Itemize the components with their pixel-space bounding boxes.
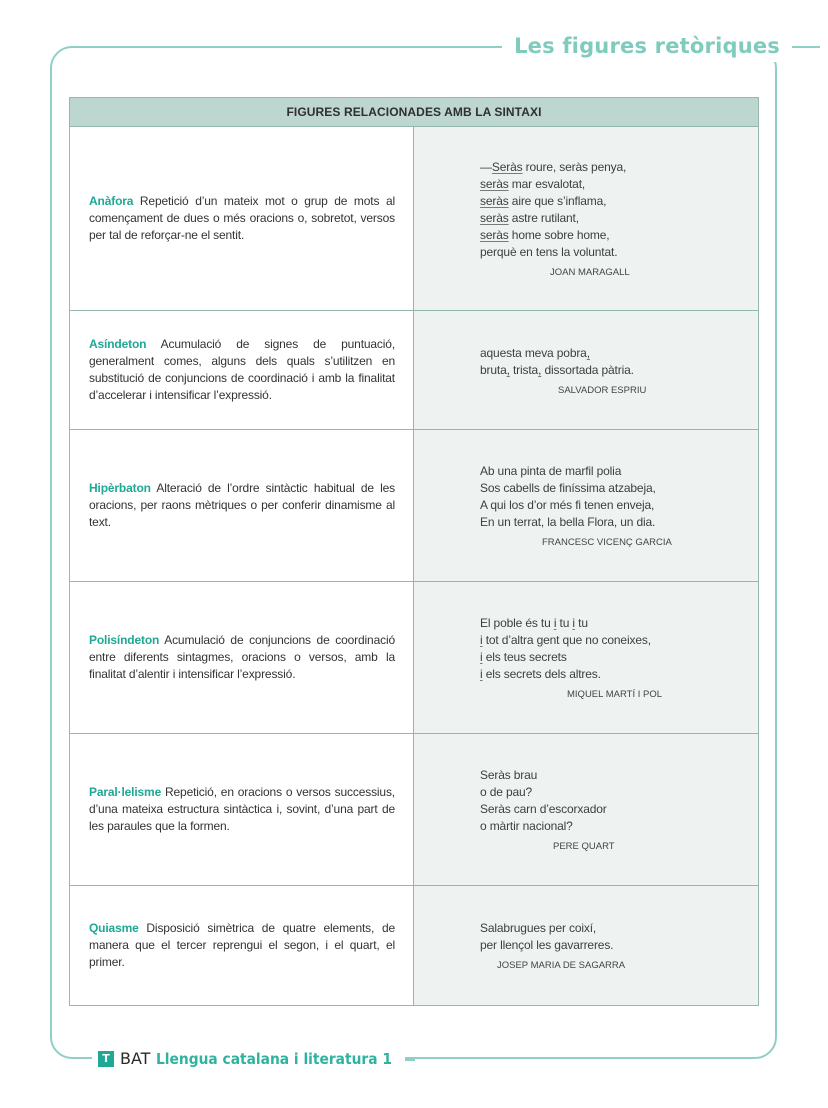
author-name: JOAN MARAGALL [550, 267, 630, 278]
verse-text: mar esvalotat, [508, 177, 586, 191]
footer-subject: Llengua catalana i literatura 1 [156, 1050, 393, 1068]
verse-line [480, 176, 758, 193]
definition-text [89, 336, 395, 404]
verse-text: tot d’altra gent que no coneixes, [482, 633, 651, 647]
verse-text: El poble és tu [480, 616, 554, 630]
definition-text [89, 193, 395, 244]
verse-text: astre rutilant, [508, 211, 579, 225]
highlighted-word: , [538, 362, 542, 377]
example-cell [414, 127, 758, 310]
highlighted-word: i [480, 650, 483, 664]
verse-text: Seràs carn d’escorxador [480, 802, 607, 816]
author-name: FRANCESC VICENÇ GARCIA [542, 537, 672, 548]
example-cell [414, 734, 758, 885]
highlighted-word: i [480, 667, 483, 681]
highlighted-word: , [506, 362, 510, 377]
verse-text: o màrtir nacional? [480, 819, 573, 833]
verse-line [480, 159, 758, 176]
verse-text: o de pau? [480, 785, 533, 799]
verse-text: A qui los d’or més fi tenen enveja, [480, 498, 655, 512]
definition-cell [70, 582, 414, 733]
definition-cell [70, 734, 414, 885]
author-name: PERE QUART [553, 841, 615, 852]
highlighted-word: i [553, 616, 557, 630]
verse-line [480, 937, 758, 954]
footer-level: BAT [120, 1049, 151, 1068]
table-row [70, 582, 758, 734]
highlighted-word: , [586, 345, 590, 360]
example-cell [414, 582, 758, 733]
highlighted-word: seràs [480, 228, 509, 242]
verse-text: Sos cabells de finíssima atzabeja, [480, 481, 656, 495]
verse-text: bruta [480, 362, 507, 377]
highlighted-word: seràs [480, 194, 509, 208]
author-name: SALVADOR ESPRIU [558, 384, 647, 396]
verse-line [480, 632, 758, 649]
figure-definition: Acumulació de conjuncions de coordinació entre diferents sintagmes, oracions o versos, amb la finalitat d’alentir i intensificar l’expressió. [89, 633, 395, 681]
example-cell [414, 311, 758, 429]
verse-text: roure, seràs penya, [522, 160, 627, 174]
verse-text: perquè en tens la voluntat. [480, 245, 618, 259]
definition-text [89, 920, 395, 971]
verse-text: per llençol les gavarreres. [480, 938, 614, 952]
verse-text: tu [556, 616, 573, 630]
verse-line [480, 801, 758, 818]
verse-text: Salabrugues per coixí, [480, 921, 597, 935]
verse-text: Seràs brau [480, 768, 538, 782]
verse-text: home sobre home, [508, 228, 610, 242]
author-name: MIQUEL MARTÍ I POL [567, 689, 663, 700]
verse-text: Ab una pinta de marfil polia [480, 464, 622, 478]
verse-line [480, 514, 758, 531]
verse-line [480, 463, 758, 480]
footer [92, 1047, 405, 1071]
verse-text: aquesta meva pobra [480, 345, 587, 360]
verse-line [480, 227, 758, 244]
verse-text: aire que s’inflama, [508, 194, 607, 208]
table-row [70, 127, 758, 311]
verse-line [480, 818, 758, 835]
definition-cell [70, 430, 414, 581]
verse-line [480, 666, 758, 683]
verse-line [480, 244, 758, 261]
verse-text: — [480, 160, 492, 174]
verse-text: els secrets dels altres. [482, 667, 601, 681]
verse-line [480, 784, 758, 801]
figure-definition: Repetició, en oracions o versos successius, d’una mateixa estructura sintàctica i, sovint, d’una part de les paraules que la formen. [89, 785, 395, 833]
figure-term: Anàfora [89, 194, 134, 208]
figure-definition: Acumulació de signes de puntuació, generalment comes, alguns dels quals s’utilitzen en substitució de conjuncions de coordinació i amb la finalitat d’accelerar i intensificar l’expressió. [89, 337, 395, 402]
table-body [70, 127, 758, 1005]
verse-line [480, 497, 758, 514]
table-row [70, 311, 758, 430]
highlighted-word: seràs [480, 177, 509, 191]
highlighted-word: seràs [480, 211, 509, 225]
figure-term: Polisíndeton [89, 633, 160, 647]
definition-text [89, 784, 395, 835]
highlighted-word: Seràs [491, 160, 523, 174]
example-cell [414, 430, 758, 581]
definition-cell [70, 311, 414, 429]
verse-line [480, 345, 758, 362]
verse-text: tu [574, 616, 588, 630]
figure-term: Paral·lelisme [89, 785, 162, 799]
verse-text: trista [509, 362, 539, 377]
table-row [70, 430, 758, 582]
highlighted-word: i [480, 633, 483, 647]
definition-cell [70, 886, 414, 1005]
author-name: JOSEP MARIA DE SAGARRA [497, 960, 626, 971]
table-row [70, 734, 758, 886]
verse-line [480, 210, 758, 227]
definition-text [89, 480, 395, 531]
verse-line [480, 767, 758, 784]
figure-definition: Alteració de l’ordre sintàctic habitual de les oracions, per raons mètriques o per conferir dinamisme al text. [89, 481, 395, 529]
figure-definition: Disposició simètrica de quatre elements, de manera que el tercer reprengui el segon, i el quart, el primer. [89, 921, 395, 969]
verse-text: En un terrat, la bella Flora, un dia. [480, 515, 656, 529]
book-badge-icon: T [98, 1051, 114, 1067]
table-row [70, 886, 758, 1005]
verse-line [480, 649, 758, 666]
figure-term: Asíndeton [89, 337, 147, 351]
verse-text: dissortada pàtria. [541, 362, 634, 377]
verse-line [480, 193, 758, 210]
definition-text [89, 632, 395, 683]
page-title: Les figures retòriques [502, 30, 790, 62]
figure-term: Quiasme [89, 921, 139, 935]
figures-table [69, 97, 759, 1006]
verse-line [480, 920, 758, 937]
figure-term: Hipèrbaton [89, 481, 151, 495]
definition-cell [70, 127, 414, 310]
verse-text: els teus secrets [482, 650, 567, 664]
table-header: FIGURES RELACIONADES AMB LA SINTAXI [70, 98, 758, 127]
verse-line [480, 362, 758, 379]
figure-definition: Repetició d’un mateix mot o grup de mots al començament de dues o més oracions o, sobretot, versos per tal de reforçar-ne el sentit. [89, 194, 395, 242]
example-cell [414, 886, 758, 1005]
verse-line [480, 615, 758, 632]
highlighted-word: i [572, 616, 575, 630]
verse-line [480, 480, 758, 497]
